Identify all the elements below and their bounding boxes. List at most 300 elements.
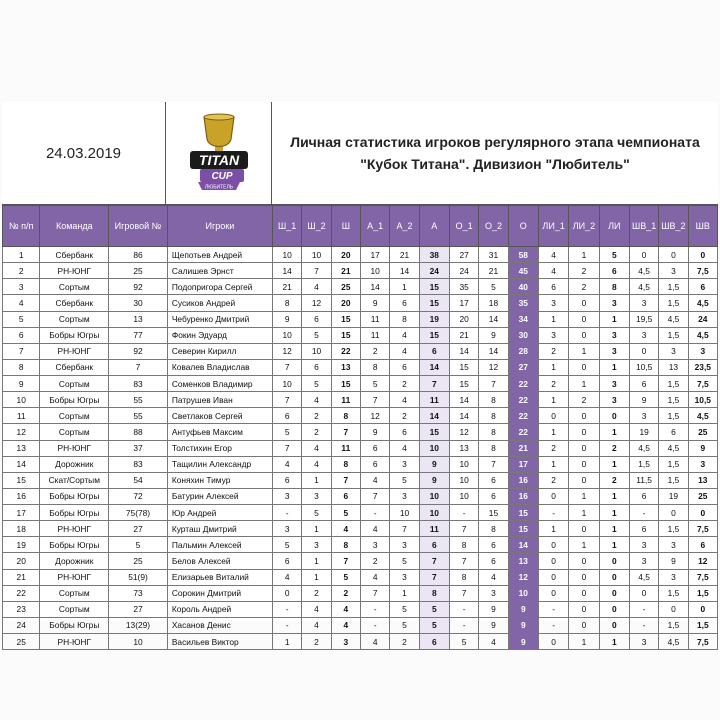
table-cell: 3 <box>599 392 629 408</box>
table-cell: - <box>629 601 658 617</box>
table-row <box>3 376 718 392</box>
table-cell: Сбербанк <box>40 295 109 311</box>
table-cell: 4,5 <box>659 634 688 650</box>
table-cell: Батурин Алексей <box>167 488 272 504</box>
table-cell: 9 <box>360 295 389 311</box>
table-cell: 1,5 <box>659 295 688 311</box>
table-cell: 25 <box>688 488 717 504</box>
table-cell: 9 <box>479 327 508 343</box>
table-cell: 4 <box>331 601 360 617</box>
table-cell: 88 <box>109 424 168 440</box>
table-cell: 15 <box>449 376 478 392</box>
table-cell: 1 <box>3 247 40 263</box>
table-cell: 10 <box>273 247 302 263</box>
table-cell: 1 <box>599 634 629 650</box>
table-cell: 14 <box>390 263 419 279</box>
table-cell: Юр Андрей <box>167 505 272 521</box>
table-cell: 6 <box>629 488 658 504</box>
table-cell: РН-ЮНГ <box>40 263 109 279</box>
table-cell: 6 <box>419 343 449 359</box>
table-row <box>3 263 718 279</box>
table-cell: 0 <box>569 472 599 488</box>
table-cell: 10 <box>419 505 449 521</box>
table-cell: 4 <box>479 569 508 585</box>
table-cell: 1 <box>599 359 629 375</box>
table-cell: 6 <box>390 359 419 375</box>
table-cell: 7 <box>273 392 302 408</box>
table-cell: 37 <box>109 440 168 456</box>
table-cell: 0 <box>688 247 717 263</box>
table-cell: 10 <box>390 505 419 521</box>
stats-sheet <box>2 102 718 647</box>
table-cell: 14 <box>479 343 508 359</box>
table-cell: 8 <box>449 569 478 585</box>
table-cell: 15 <box>508 505 538 521</box>
table-cell: 0 <box>538 569 568 585</box>
table-cell: РН-ЮНГ <box>40 440 109 456</box>
table-cell: 1 <box>569 537 599 553</box>
table-cell: 5 <box>479 279 508 295</box>
table-cell: 10 <box>449 472 478 488</box>
table-cell: 2 <box>599 440 629 456</box>
table-cell: 4 <box>302 617 331 633</box>
table-cell: 19,5 <box>629 311 658 327</box>
table-cell: 1 <box>538 424 568 440</box>
table-cell: 20 <box>3 553 40 569</box>
table-cell: 4 <box>360 569 389 585</box>
table-cell: 55 <box>109 392 168 408</box>
table-cell: 83 <box>109 456 168 472</box>
table-cell: 20 <box>331 247 360 263</box>
table-cell: 4 <box>360 472 389 488</box>
table-cell: Бобры Югры <box>40 488 109 504</box>
table-cell: 10 <box>302 343 331 359</box>
table-cell: 25 <box>688 424 717 440</box>
table-cell: 1 <box>599 521 629 537</box>
table-cell: 24 <box>419 263 449 279</box>
table-cell: 38 <box>419 247 449 263</box>
table-cell: 0 <box>659 505 688 521</box>
table-cell: 27 <box>109 601 168 617</box>
table-cell: Патрушев Иван <box>167 392 272 408</box>
table-cell: 14 <box>419 408 449 424</box>
table-cell: 0 <box>569 295 599 311</box>
table-cell: 30 <box>109 295 168 311</box>
table-cell: 6 <box>479 472 508 488</box>
table-cell: 4 <box>3 295 40 311</box>
table-body <box>3 247 718 650</box>
table-row <box>3 279 718 295</box>
table-cell: РН-ЮНГ <box>40 634 109 650</box>
table-cell: 92 <box>109 279 168 295</box>
table-cell: 4 <box>331 617 360 633</box>
table-cell: 17 <box>508 456 538 472</box>
table-cell: 3 <box>659 569 688 585</box>
table-row <box>3 311 718 327</box>
table-cell: Антуфьев Максим <box>167 424 272 440</box>
table-cell: 12 <box>449 424 478 440</box>
table-cell: 3 <box>273 521 302 537</box>
table-cell: Васильев Виктор <box>167 634 272 650</box>
table-cell: Пальмин Алексей <box>167 537 272 553</box>
table-cell: 13 <box>659 359 688 375</box>
table-cell: 55 <box>109 408 168 424</box>
table-cell: 13 <box>3 440 40 456</box>
table-cell: 0 <box>273 585 302 601</box>
table-cell: 20 <box>449 311 478 327</box>
table-row <box>3 392 718 408</box>
table-cell: 7,5 <box>688 521 717 537</box>
table-cell: 10 <box>3 392 40 408</box>
table-cell: 6 <box>599 263 629 279</box>
column-header: Игровой № <box>109 206 168 247</box>
table-cell: 15 <box>419 424 449 440</box>
table-cell: 4,5 <box>688 295 717 311</box>
table-cell: 31 <box>479 247 508 263</box>
table-cell: 2 <box>538 376 568 392</box>
table-cell: 5 <box>390 617 419 633</box>
table-cell: 6 <box>360 440 389 456</box>
table-cell: 0 <box>569 569 599 585</box>
table-cell: 2 <box>302 424 331 440</box>
table-cell: 8 <box>360 359 389 375</box>
table-cell: 13 <box>508 553 538 569</box>
table-cell: 1 <box>302 569 331 585</box>
table-cell: 14 <box>479 311 508 327</box>
table-cell: 5 <box>302 505 331 521</box>
table-cell: 1 <box>569 634 599 650</box>
table-cell: 14 <box>3 456 40 472</box>
table-cell: 2 <box>360 343 389 359</box>
table-cell: 2 <box>569 279 599 295</box>
table-cell: 0 <box>599 569 629 585</box>
table-cell: 12 <box>688 553 717 569</box>
table-cell: 7 <box>109 359 168 375</box>
table-cell: Сортым <box>40 279 109 295</box>
table-cell: 16 <box>3 488 40 504</box>
table-cell: 2 <box>538 440 568 456</box>
table-cell: 11 <box>331 392 360 408</box>
table-cell: 4 <box>538 263 568 279</box>
table-cell: 17 <box>360 247 389 263</box>
table-cell: 1,5 <box>688 617 717 633</box>
table-cell: 6 <box>273 472 302 488</box>
table-cell: Бобры Югры <box>40 392 109 408</box>
table-cell: - <box>629 505 658 521</box>
table-cell: 7 <box>331 424 360 440</box>
table-cell: 1 <box>538 359 568 375</box>
table-cell: 7 <box>449 521 478 537</box>
table-cell: 4 <box>302 456 331 472</box>
table-cell: 21 <box>273 279 302 295</box>
table-cell: 1,5 <box>659 521 688 537</box>
table-cell: 6 <box>659 424 688 440</box>
table-cell: 4 <box>479 634 508 650</box>
table-cell: 19 <box>629 424 658 440</box>
table-cell: 5 <box>302 327 331 343</box>
column-header: О_1 <box>449 206 478 247</box>
table-cell: 12 <box>479 359 508 375</box>
table-cell: 10 <box>273 376 302 392</box>
table-cell: 3 <box>629 295 658 311</box>
table-cell: 3 <box>360 537 389 553</box>
table-cell: 15 <box>419 279 449 295</box>
table-cell: 2 <box>569 263 599 279</box>
table-cell: 4,5 <box>629 263 658 279</box>
table-cell: 1,5 <box>659 472 688 488</box>
column-header: ЛИ_2 <box>569 206 599 247</box>
table-cell: 7 <box>360 585 389 601</box>
table-cell: 1 <box>569 376 599 392</box>
table-cell: 10 <box>273 327 302 343</box>
table-cell: 9 <box>508 617 538 633</box>
table-cell: 5 <box>3 311 40 327</box>
table-cell: 5 <box>302 376 331 392</box>
table-cell: 7,5 <box>688 376 717 392</box>
table-cell: 9 <box>479 617 508 633</box>
table-cell: 13 <box>688 472 717 488</box>
table-cell: 3 <box>688 343 717 359</box>
table-cell: 8 <box>479 521 508 537</box>
table-cell: 21 <box>508 440 538 456</box>
table-cell: 2 <box>302 634 331 650</box>
table-cell: 0 <box>599 601 629 617</box>
table-cell: 23 <box>3 601 40 617</box>
table-cell: 3 <box>599 327 629 343</box>
trophy-logo-icon <box>184 111 254 195</box>
table-cell: 4 <box>360 634 389 650</box>
table-cell: Толстихин Егор <box>167 440 272 456</box>
table-cell: 1 <box>538 392 568 408</box>
table-cell: 14 <box>449 343 478 359</box>
column-header: А_2 <box>390 206 419 247</box>
table-cell: 7,5 <box>688 263 717 279</box>
table-cell: 3 <box>3 279 40 295</box>
table-cell: 9 <box>629 392 658 408</box>
table-cell: 7 <box>331 472 360 488</box>
table-cell: 15 <box>331 327 360 343</box>
table-row <box>3 327 718 343</box>
table-cell: 2 <box>599 472 629 488</box>
table-cell: 11 <box>360 311 389 327</box>
table-cell: 0 <box>569 327 599 343</box>
column-header: ЛИ <box>599 206 629 247</box>
table-cell: 9 <box>273 311 302 327</box>
table-cell: 6 <box>688 537 717 553</box>
table-header-row <box>3 206 718 247</box>
table-cell: 13 <box>449 440 478 456</box>
table-cell: 21 <box>3 569 40 585</box>
table-cell: 7,5 <box>688 569 717 585</box>
table-cell: 24 <box>688 311 717 327</box>
table-cell: 0 <box>629 247 658 263</box>
table-cell: 4 <box>390 440 419 456</box>
table-cell: 6 <box>538 279 568 295</box>
column-header: А <box>419 206 449 247</box>
table-cell: - <box>360 505 389 521</box>
table-cell: 6 <box>479 553 508 569</box>
table-cell: РН-ЮНГ <box>40 569 109 585</box>
table-row <box>3 617 718 633</box>
table-cell: 77 <box>109 327 168 343</box>
table-cell: 1 <box>302 553 331 569</box>
table-cell: 4 <box>331 521 360 537</box>
table-cell: 3 <box>629 327 658 343</box>
table-cell: 1,5 <box>688 585 717 601</box>
table-cell: 9 <box>508 634 538 650</box>
table-cell: 12 <box>360 408 389 424</box>
table-cell: 0 <box>538 585 568 601</box>
table-cell: 4,5 <box>659 440 688 456</box>
table-cell: 27 <box>109 521 168 537</box>
table-cell: 0 <box>599 408 629 424</box>
table-cell: 11 <box>419 521 449 537</box>
table-cell: 3 <box>659 263 688 279</box>
table-cell: 17 <box>3 505 40 521</box>
table-cell: 10,5 <box>629 359 658 375</box>
table-cell: 9 <box>419 472 449 488</box>
title-line-1: Личная статистика игроков регулярного этапа чемпионата <box>290 134 700 150</box>
table-row <box>3 488 718 504</box>
table-row <box>3 456 718 472</box>
table-cell: 17 <box>449 295 478 311</box>
table-cell: 3 <box>390 569 419 585</box>
table-cell: 10 <box>109 634 168 650</box>
table-cell: 4 <box>390 392 419 408</box>
table-cell: 10 <box>360 263 389 279</box>
table-cell: 28 <box>508 343 538 359</box>
table-cell: 20 <box>331 295 360 311</box>
table-cell: 0 <box>569 521 599 537</box>
table-cell: Сорокин Дмитрий <box>167 585 272 601</box>
table-cell: 4 <box>390 327 419 343</box>
table-cell: 8 <box>331 408 360 424</box>
table-cell: 92 <box>109 343 168 359</box>
table-cell: 0 <box>569 311 599 327</box>
table-cell: 30 <box>508 327 538 343</box>
table-cell: 25 <box>3 634 40 650</box>
table-cell: 13 <box>109 311 168 327</box>
table-cell: 6 <box>629 376 658 392</box>
column-header: Ш_1 <box>273 206 302 247</box>
table-cell: 7 <box>479 456 508 472</box>
table-cell: 3 <box>629 553 658 569</box>
table-cell: 3 <box>629 537 658 553</box>
table-cell: Щепотьев Андрей <box>167 247 272 263</box>
table-cell: 0 <box>629 343 658 359</box>
table-cell: 6 <box>273 408 302 424</box>
table-cell: 15 <box>479 505 508 521</box>
table-cell: 3 <box>688 456 717 472</box>
table-cell: 5 <box>109 537 168 553</box>
table-cell: 0 <box>569 553 599 569</box>
table-cell: 2 <box>538 472 568 488</box>
table-cell: 7 <box>390 521 419 537</box>
column-header: Ш <box>331 206 360 247</box>
table-cell: Чебуренко Дмитрий <box>167 311 272 327</box>
table-cell: 4 <box>360 521 389 537</box>
table-cell: 13 <box>331 359 360 375</box>
table-row <box>3 585 718 601</box>
table-cell: Сортым <box>40 424 109 440</box>
table-cell: Сортым <box>40 601 109 617</box>
table-cell: 3 <box>538 327 568 343</box>
table-cell: 4,5 <box>688 327 717 343</box>
table-cell: Бобры Югры <box>40 537 109 553</box>
table-cell: 1,5 <box>659 456 688 472</box>
table-cell: 0 <box>599 585 629 601</box>
table-cell: РН-ЮНГ <box>40 343 109 359</box>
table-cell: 1,5 <box>659 408 688 424</box>
table-cell: 1 <box>599 424 629 440</box>
table-cell: 40 <box>508 279 538 295</box>
table-cell: 3 <box>629 408 658 424</box>
table-cell: 2 <box>390 634 419 650</box>
table-cell: 8 <box>3 359 40 375</box>
column-header: ЛИ_1 <box>538 206 568 247</box>
table-row <box>3 569 718 585</box>
table-cell: 9 <box>479 601 508 617</box>
table-cell: - <box>449 617 478 633</box>
table-cell: Сбербанк <box>40 359 109 375</box>
table-cell: 7 <box>273 440 302 456</box>
table-cell: - <box>360 617 389 633</box>
table-cell: 27 <box>508 359 538 375</box>
table-cell: 12 <box>3 424 40 440</box>
table-cell: 8 <box>479 392 508 408</box>
table-cell: 2 <box>331 585 360 601</box>
table-cell: 8 <box>331 537 360 553</box>
table-cell: Сортым <box>40 585 109 601</box>
table-cell: 5 <box>331 505 360 521</box>
column-header: ШВ_1 <box>629 206 658 247</box>
table-cell: 1,5 <box>659 327 688 343</box>
table-cell: 4,5 <box>629 279 658 295</box>
table-cell: 23,5 <box>688 359 717 375</box>
table-cell: 7 <box>449 585 478 601</box>
column-header: Игроки <box>167 206 272 247</box>
table-cell: 3 <box>538 295 568 311</box>
table-cell: 25 <box>331 279 360 295</box>
table-cell: 6 <box>479 537 508 553</box>
table-cell: 27 <box>449 247 478 263</box>
table-cell: 4 <box>302 601 331 617</box>
table-cell: 9 <box>659 553 688 569</box>
table-row <box>3 472 718 488</box>
table-cell: 9 <box>3 376 40 392</box>
table-cell: 14 <box>360 279 389 295</box>
table-cell: 22 <box>508 376 538 392</box>
table-cell: 21 <box>479 263 508 279</box>
table-cell: - <box>538 617 568 633</box>
table-cell: Бобры Югры <box>40 327 109 343</box>
table-cell: 6 <box>390 295 419 311</box>
table-cell: 22 <box>508 392 538 408</box>
table-cell: Сбербанк <box>40 247 109 263</box>
table-cell: 0 <box>538 488 568 504</box>
table-cell: 75(78) <box>109 505 168 521</box>
table-cell: 1 <box>538 456 568 472</box>
report-title <box>272 102 718 205</box>
table-cell: 4,5 <box>629 569 658 585</box>
table-cell: Дорожник <box>40 553 109 569</box>
table-cell: 15 <box>419 327 449 343</box>
table-cell: 11 <box>331 440 360 456</box>
table-cell: Салишев Эрнст <box>167 263 272 279</box>
column-header: Ш_2 <box>302 206 331 247</box>
table-cell: 0 <box>569 601 599 617</box>
table-cell: 6 <box>273 553 302 569</box>
